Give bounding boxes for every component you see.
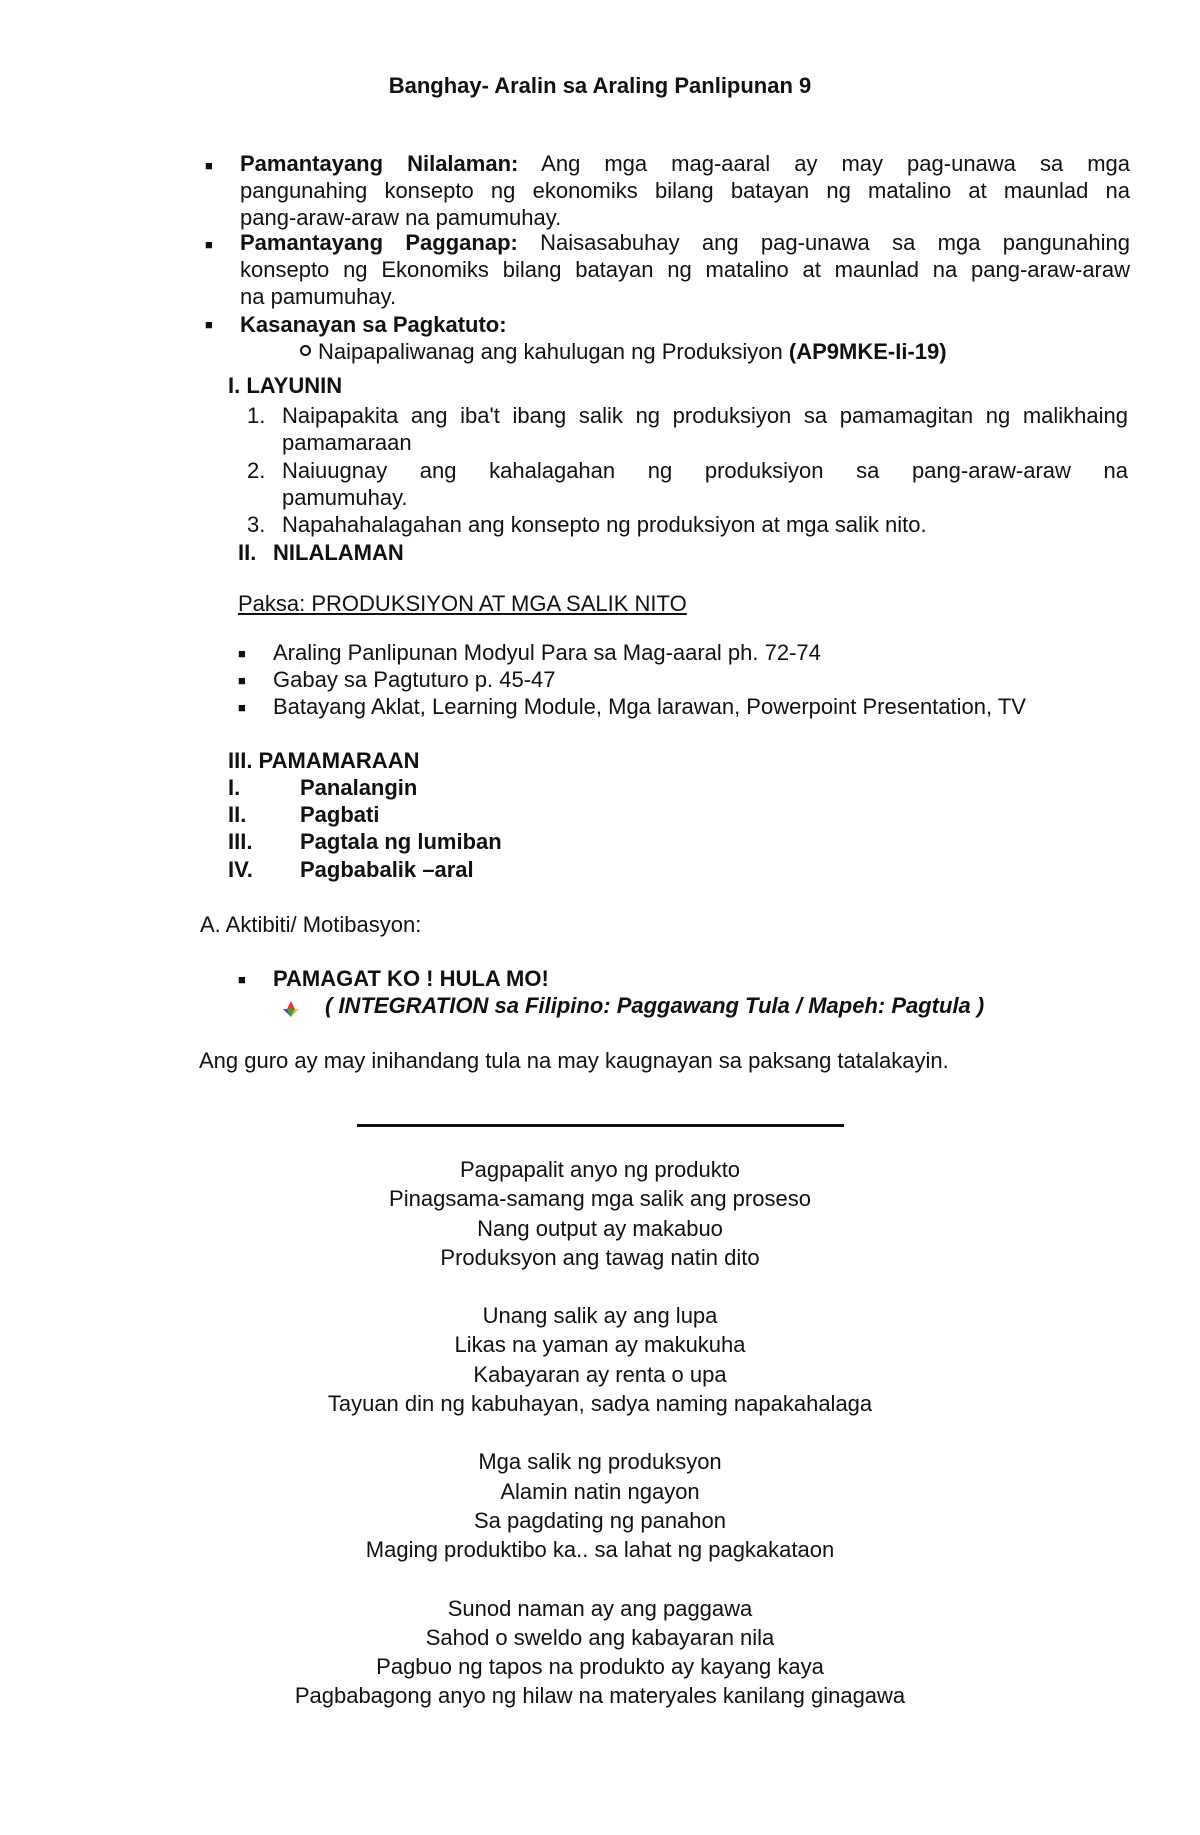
- objective-text: Naipapakita ang iba't ibang salik ng produksiyon sa pamamagitan ng malikhaing: [282, 403, 1128, 428]
- poem-line: Likas na yaman ay makukuha: [454, 1332, 746, 1358]
- standard-label: Pamantayang Nilalaman:: [240, 151, 519, 176]
- list-number: 3.: [247, 512, 266, 537]
- reference-item: Batayang Aklat, Learning Module, Mga larawan, Powerpoint Presentation, TV: [273, 694, 1026, 719]
- integration-note: ( INTEGRATION sa Filipino: Paggawang Tula / Mapeh: Pagtula ): [325, 993, 985, 1018]
- step-label: Pagbabalik –aral: [300, 857, 474, 882]
- square-bullet-icon: ■: [205, 317, 213, 332]
- square-bullet-icon: ■: [205, 158, 213, 173]
- poem-line: Alamin natin ngayon: [500, 1478, 700, 1504]
- standard-nilalaman: [240, 150, 1130, 231]
- poem-line: Kabayaran ay renta o upa: [473, 1361, 727, 1387]
- poem-stanza: [0, 1155, 1200, 1272]
- poem-line: Sunod naman ay ang paggawa: [447, 1595, 753, 1621]
- standard-text: konsepto ng Ekonomiks bilang batayan ng matalino at maunlad na pang-araw-araw: [240, 257, 1130, 282]
- poem-line: Produksyon ang tawag natin dito: [440, 1244, 760, 1270]
- poem-line: Unang salik ay ang lupa: [482, 1303, 718, 1329]
- step-label: Panalangin: [300, 775, 418, 800]
- page-title: Banghay- Aralin sa Araling Panlipunan 9: [388, 73, 812, 98]
- nilalaman-heading-number: II.: [238, 540, 257, 565]
- poem-stanza: [0, 1594, 1200, 1711]
- activity-heading: A. Aktibiti/ Motibasyon:: [200, 912, 422, 937]
- poem-line: Tayuan din ng kabuhayan, sadya naming napakahalaga: [327, 1391, 873, 1417]
- objective-text: Napahahalagahan ang konsepto ng produksiyon at mga salik nito.: [282, 512, 927, 537]
- reference-item: Araling Panlipunan Modyul Para sa Mag-aaral ph. 72-74: [273, 640, 821, 665]
- poem-stanza: [0, 1301, 1200, 1418]
- poem-line: Sahod o sweldo ang kabayaran nila: [425, 1624, 775, 1650]
- poem-line: Mga salik ng produksyon: [478, 1449, 722, 1475]
- poem-line: Pagpapalit anyo ng produkto: [459, 1157, 741, 1182]
- standard-text: na pamumuhay.: [240, 284, 397, 309]
- standard-text: pangunahing konsepto ng ekonomiks bilang batayan ng matalino at maunlad na: [240, 178, 1130, 203]
- list-number: 2.: [247, 458, 266, 483]
- poem-line: Pinagsama-samang mga salik ang proseso: [389, 1186, 811, 1212]
- objective-text: Naiuugnay ang kahalagahan ng produksiyon sa pang-araw-araw na: [282, 458, 1128, 483]
- standard-kasanayan: [240, 311, 1130, 338]
- nilalaman-heading: NILALAMAN: [273, 540, 404, 565]
- step-number: II.: [228, 802, 247, 827]
- poem: [0, 1155, 1200, 1711]
- square-bullet-icon: ■: [238, 646, 246, 661]
- layunin-heading: I. LAYUNIN: [228, 373, 343, 398]
- square-bullet-icon: ■: [205, 237, 213, 252]
- pamamaraan-heading: III. PAMAMARAAN: [228, 748, 420, 773]
- poem-line: Nang output ay makabuo: [477, 1215, 723, 1241]
- objective-text: pamumuhay.: [282, 485, 408, 510]
- standard-text: pang-araw-araw na pamumuhay.: [240, 205, 562, 230]
- poem-stanza: [0, 1447, 1200, 1564]
- step-number: I.: [228, 775, 241, 800]
- square-bullet-icon: ■: [238, 673, 246, 688]
- poem-line: Sa pagdating ng panahon: [473, 1507, 726, 1533]
- square-bullet-icon: ■: [238, 972, 246, 987]
- step-label: Pagbati: [300, 802, 380, 827]
- activity-game-title: PAMAGAT KO ! HULA MO!: [273, 966, 549, 991]
- standard-label: Kasanayan sa Pagkatuto:: [240, 312, 507, 337]
- diamond-bullet-icon: [282, 1000, 300, 1018]
- objective-item: [282, 402, 1128, 456]
- circle-bullet-icon: [300, 345, 311, 356]
- divider: [357, 1124, 844, 1127]
- objective-item: [282, 457, 1128, 511]
- activity-instruction: Ang guro ay may inihandang tula na may kaugnayan sa paksang tatalakayin.: [199, 1048, 949, 1073]
- competency: [318, 338, 947, 365]
- competency-code: (AP9MKE-Ii-19): [788, 339, 947, 364]
- standard-label: Pamantayang Pagganap:: [240, 230, 518, 255]
- step-label: Pagtala ng lumiban: [300, 829, 502, 854]
- paksa-topic: Paksa: PRODUKSIYON AT MGA SALIK NITO: [238, 591, 687, 616]
- reference-item: Gabay sa Pagtuturo p. 45-47: [273, 667, 556, 692]
- competency-text: Naipapaliwanag ang kahulugan ng Produksiyon: [318, 339, 789, 364]
- standard-text: Naisasabuhay ang pag-unawa sa mga pangunahing: [517, 230, 1130, 255]
- poem-line: Pagbuo ng tapos na produkto ay kayang kaya: [376, 1654, 824, 1680]
- objective-text: pamamaraan: [282, 430, 412, 455]
- square-bullet-icon: ■: [238, 700, 246, 715]
- step-number: III.: [228, 829, 253, 854]
- poem-line: Pagbabagong anyo ng hilaw na materyales kanilang ginagawa: [294, 1683, 906, 1709]
- objective-item: [282, 511, 1128, 538]
- standard-pagganap: [240, 229, 1130, 310]
- poem-line: Maging produktibo ka.. sa lahat ng pagkakataon: [365, 1537, 835, 1563]
- list-number: 1.: [247, 403, 266, 428]
- step-number: IV.: [228, 857, 253, 882]
- standard-text: Ang mga mag-aaral ay may pag-unawa sa mga: [518, 151, 1130, 176]
